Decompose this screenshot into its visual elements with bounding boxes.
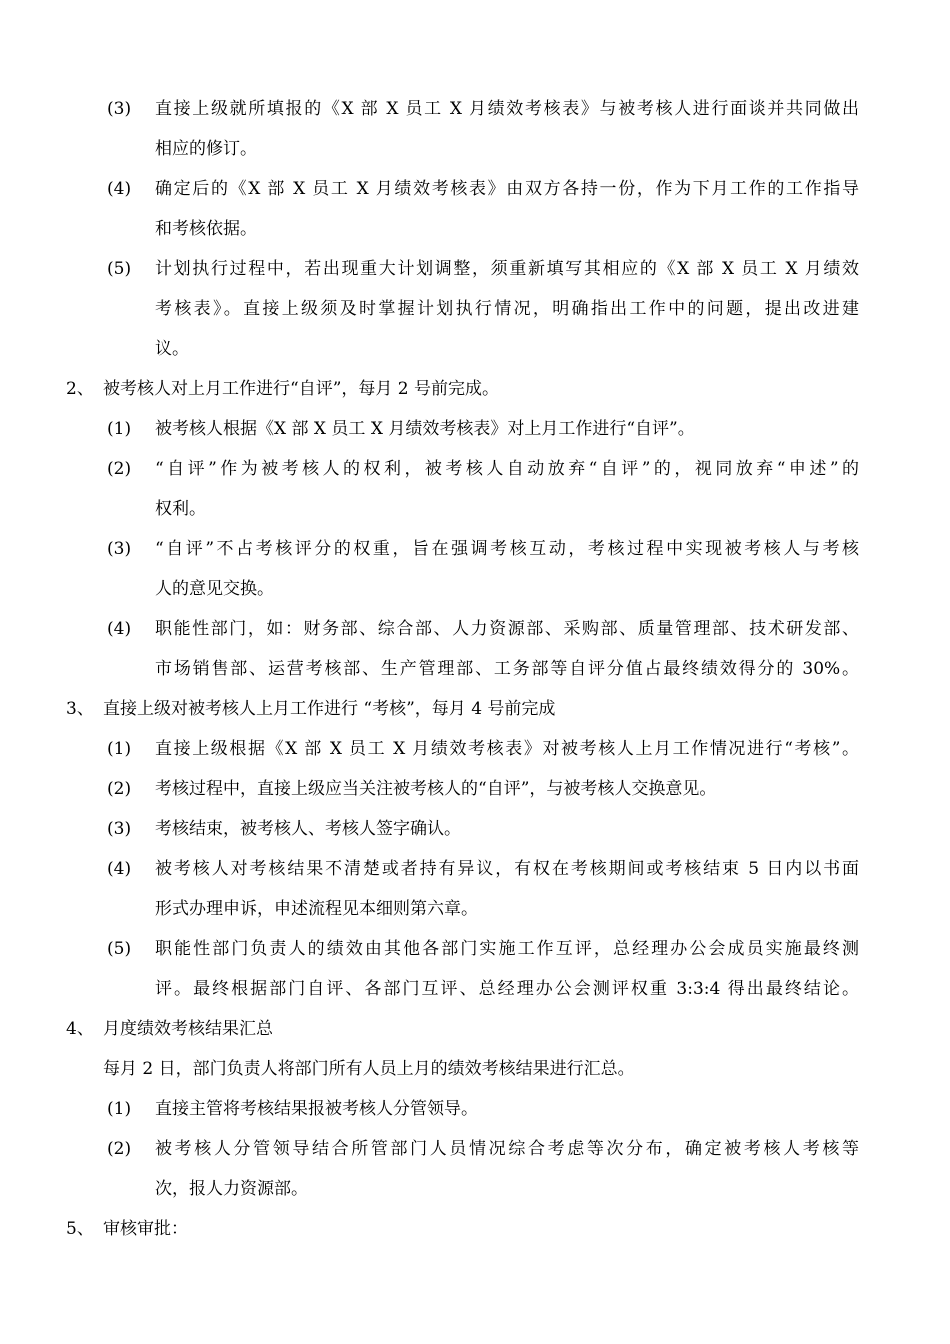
paragraph-line: 职能性部门，如：财务部、综合部、人力资源部、采购部、质量管理部、技术研发部、 <box>155 619 859 639</box>
item-number: (2) <box>107 779 132 799</box>
item-number: (2) <box>107 459 132 479</box>
section-number: 2、 <box>66 379 94 399</box>
section-number: 4、 <box>66 1019 94 1039</box>
item-number: (4) <box>107 179 132 199</box>
item-number: (5) <box>107 939 132 959</box>
paragraph-line: 职能性部门负责人的绩效由其他各部门实施工作互评，总经理办公会成员实施最终测 <box>155 939 859 959</box>
item-number: (1) <box>107 739 132 759</box>
paragraph-line: 计划执行过程中，若出现重大计划调整，须重新填写其相应的《X 部 X 员工 X 月绩效 <box>155 259 859 279</box>
paragraph-line: 被考核人对考核结果不清楚或者持有异议，有权在考核期间或考核结束 5 日内以书面 <box>155 859 859 879</box>
section-heading: 审核审批： <box>103 1219 188 1239</box>
paragraph-line: 评。最终根据部门自评、各部门互评、总经理办公会测评权重 3:3:4 得出最终结论。 <box>155 979 859 999</box>
item-number: (2) <box>107 1139 132 1159</box>
section-number: 3、 <box>66 699 94 719</box>
paragraph-line: “自评”不占考核评分的权重，旨在强调考核互动，考核过程中实现被考核人与考核 <box>155 539 859 559</box>
paragraph-line: 人的意见交换。 <box>155 579 274 599</box>
item-number: (1) <box>107 1099 132 1119</box>
paragraph-line: 直接主管将考核结果报被考核人分管领导。 <box>155 1099 478 1119</box>
paragraph-line: 次，报人力资源部。 <box>155 1179 308 1199</box>
paragraph-line: 和考核依据。 <box>155 219 257 239</box>
item-number: (4) <box>107 859 132 879</box>
paragraph-line: 直接上级就所填报的《X 部 X 员工 X 月绩效考核表》与被考核人进行面谈并共同做出 <box>155 99 859 119</box>
section-heading: 直接上级对被考核人上月工作进行 “考核”，每月 4 号前完成 <box>103 699 556 719</box>
section-number: 5、 <box>66 1219 94 1239</box>
paragraph-line: 市场销售部、运营考核部、生产管理部、工务部等自评分值占最终绩效得分的 30%。 <box>155 659 859 679</box>
item-number: (4) <box>107 619 132 639</box>
item-number: (3) <box>107 819 132 839</box>
paragraph-line: 每月 2 日，部门负责人将部门所有人员上月的绩效考核结果进行汇总。 <box>103 1059 635 1079</box>
paragraph-line: 议。 <box>155 339 189 359</box>
item-number: (3) <box>107 539 132 559</box>
paragraph-line: 被考核人根据《X 部 X 员工 X 月绩效考核表》对上月工作进行“自评”。 <box>155 419 695 439</box>
paragraph-line: 权利。 <box>155 499 206 519</box>
item-number: (1) <box>107 419 132 439</box>
paragraph-line: 相应的修订。 <box>155 139 257 159</box>
paragraph-line: 考核过程中，直接上级应当关注被考核人的“自评”，与被考核人交换意见。 <box>155 779 717 799</box>
paragraph-line: 形式办理申诉，申述流程见本细则第六章。 <box>155 899 478 919</box>
paragraph-line: 被考核人分管领导结合所管部门人员情况综合考虑等次分布，确定被考核人考核等 <box>155 1139 859 1159</box>
paragraph-line: 考核结束，被考核人、考核人签字确认。 <box>155 819 461 839</box>
paragraph-line: 考核表》。直接上级须及时掌握计划执行情况，明确指出工作中的问题，提出改进建 <box>155 299 859 319</box>
item-number: (5) <box>107 259 132 279</box>
paragraph-line: “自评”作为被考核人的权利，被考核人自动放弃“自评”的，视同放弃“申述”的 <box>155 459 859 479</box>
section-heading: 月度绩效考核结果汇总 <box>103 1019 273 1039</box>
section-heading: 被考核人对上月工作进行“自评”，每月 2 号前完成。 <box>103 379 500 399</box>
paragraph-line: 直接上级根据《X 部 X 员工 X 月绩效考核表》对被考核人上月工作情况进行“考核”。 <box>155 739 859 759</box>
paragraph-line: 确定后的《X 部 X 员工 X 月绩效考核表》由双方各持一份，作为下月工作的工作指导 <box>155 179 859 199</box>
item-number: (3) <box>107 99 132 119</box>
